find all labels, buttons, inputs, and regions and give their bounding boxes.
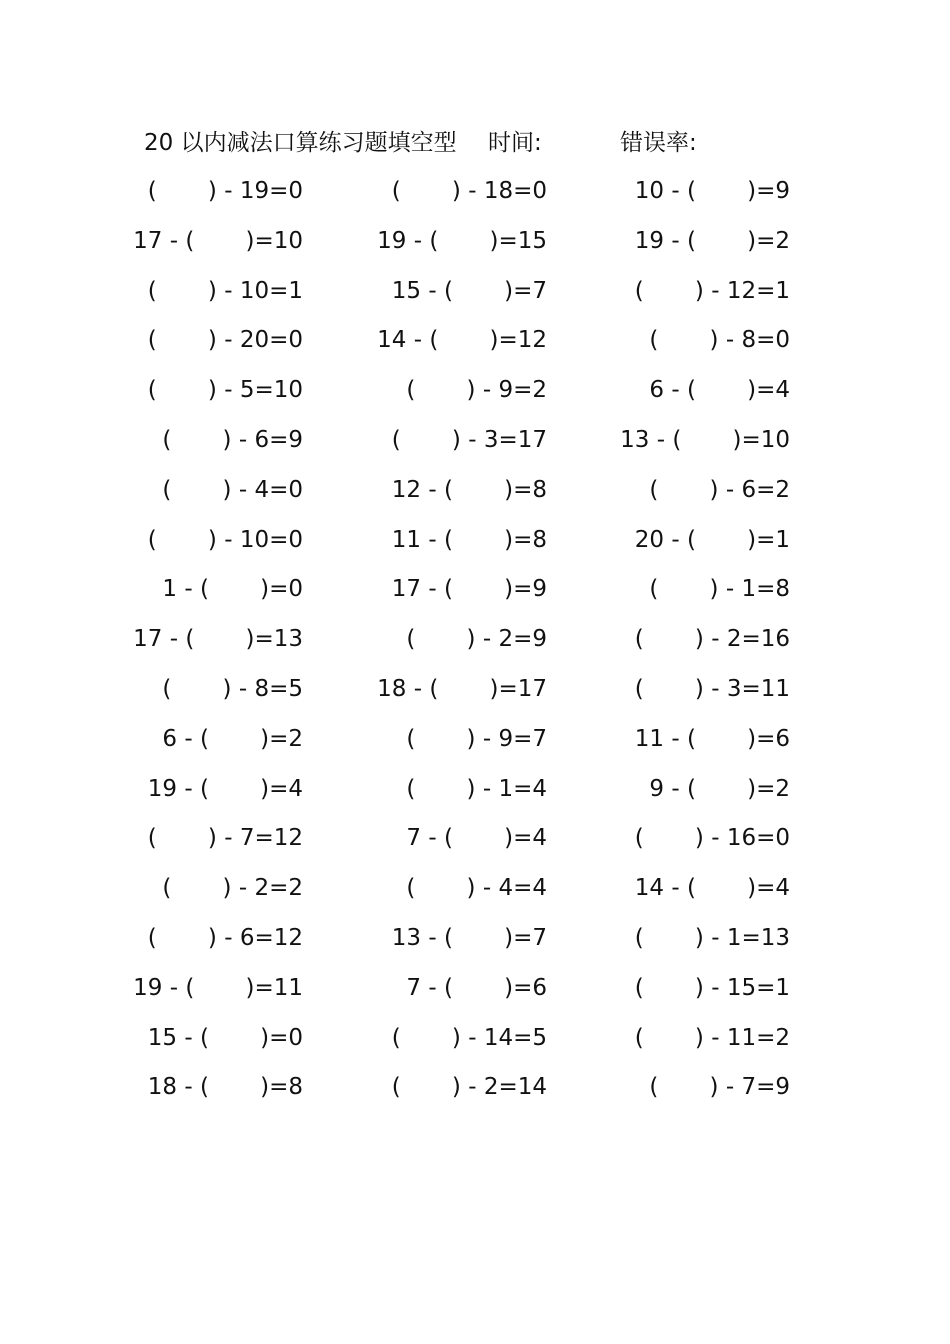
problem-item: 12 - ( )=8 (391, 476, 547, 503)
problem-row (0, 323, 950, 357)
problem-item: 17 - ( )=10 (133, 227, 303, 254)
problem-item: ( ) - 6=2 (649, 476, 790, 503)
problem-row (0, 1021, 950, 1055)
problem-item: ( ) - 16=0 (634, 825, 790, 852)
problem-item: ( ) - 2=2 (162, 875, 303, 902)
problem-item: ( ) - 10=0 (147, 526, 303, 553)
problem-item: ( ) - 6=9 (162, 427, 303, 453)
problem-item: ( ) - 7=9 (649, 1074, 790, 1101)
problem-row (0, 473, 950, 507)
problem-item: 11 - ( )=8 (391, 526, 547, 553)
error-rate-label: 错误率: (620, 130, 697, 156)
problem-row (0, 274, 950, 308)
problem-item: ( ) - 4=0 (162, 476, 303, 503)
problem-item: ( ) - 9=2 (406, 377, 547, 404)
problem-row (0, 622, 950, 656)
problem-item: 18 - ( )=17 (377, 676, 547, 702)
problem-item: 19 - ( )=15 (377, 227, 547, 254)
problem-row (0, 871, 950, 905)
problem-item: 13 - ( )=7 (391, 925, 547, 951)
problem-row (0, 423, 950, 457)
problem-row (0, 224, 950, 258)
problem-item: ( ) - 8=5 (162, 676, 303, 702)
problem-item: 15 - ( )=7 (391, 277, 547, 304)
problem-item: ( ) - 20=0 (147, 327, 303, 354)
problem-item: 6 - ( )=2 (162, 725, 303, 752)
problem-item: ( ) - 1=13 (634, 925, 790, 951)
problem-item: 6 - ( )=4 (649, 377, 790, 404)
problem-item: ( ) - 12=1 (634, 277, 790, 304)
problem-item: 19 - ( )=11 (133, 974, 303, 1001)
problem-item: ( ) - 9=7 (406, 725, 547, 752)
problem-item: 13 - ( )=10 (620, 427, 790, 453)
problem-row (0, 373, 950, 407)
problem-item: ( ) - 11=2 (634, 1024, 790, 1051)
problem-row (0, 772, 950, 806)
problem-item: 19 - ( )=2 (634, 227, 790, 254)
problem-item: 7 - ( )=4 (406, 825, 547, 852)
problem-item: ( ) - 6=12 (147, 925, 303, 951)
time-label: 时间: (488, 130, 542, 156)
problem-item: 18 - ( )=8 (147, 1074, 303, 1101)
worksheet-title: 20 以内减法口算练习题填空型 (144, 130, 457, 156)
problem-item: 7 - ( )=6 (406, 974, 547, 1001)
problem-row (0, 672, 950, 706)
problem-item: ( ) - 4=4 (406, 875, 547, 902)
problem-row (0, 523, 950, 557)
problem-item: 15 - ( )=0 (147, 1024, 303, 1051)
problem-item: ( ) - 1=4 (406, 775, 547, 802)
problem-item: 14 - ( )=12 (377, 327, 547, 354)
problem-row (0, 821, 950, 855)
problem-item: 11 - ( )=6 (634, 725, 790, 752)
problem-item: ( ) - 10=1 (147, 277, 303, 304)
problem-item: 19 - ( )=4 (147, 775, 303, 802)
problem-item: 9 - ( )=2 (649, 775, 790, 802)
problem-item: 17 - ( )=9 (391, 576, 547, 603)
problem-item: ( ) - 2=9 (406, 626, 547, 653)
problem-item: ( ) - 7=12 (147, 825, 303, 852)
problem-item: 20 - ( )=1 (634, 526, 790, 553)
worksheet-header (144, 126, 844, 160)
problem-item: ( ) - 2=16 (634, 626, 790, 653)
problem-item: ( ) - 19=0 (147, 178, 303, 204)
problem-item: ( ) - 18=0 (391, 178, 547, 204)
problem-item: ( ) - 8=0 (649, 327, 790, 354)
problem-item: ( ) - 3=17 (391, 427, 547, 453)
problem-item: ( ) - 1=8 (649, 576, 790, 603)
problem-item: 14 - ( )=4 (634, 875, 790, 902)
problem-item: ( ) - 15=1 (634, 974, 790, 1001)
problem-item: 1 - ( )=0 (162, 576, 303, 603)
problem-item: ( ) - 2=14 (391, 1074, 547, 1101)
problem-item: 17 - ( )=13 (133, 626, 303, 653)
problem-item: ( ) - 5=10 (147, 377, 303, 404)
problem-item: ( ) - 3=11 (634, 676, 790, 702)
problem-row (0, 921, 950, 955)
problem-row (0, 572, 950, 606)
problem-row (0, 174, 950, 208)
problem-item: 10 - ( )=9 (634, 178, 790, 204)
problem-row (0, 971, 950, 1005)
problem-row (0, 722, 950, 756)
problem-item: ( ) - 14=5 (391, 1024, 547, 1051)
problem-row (0, 1070, 950, 1104)
